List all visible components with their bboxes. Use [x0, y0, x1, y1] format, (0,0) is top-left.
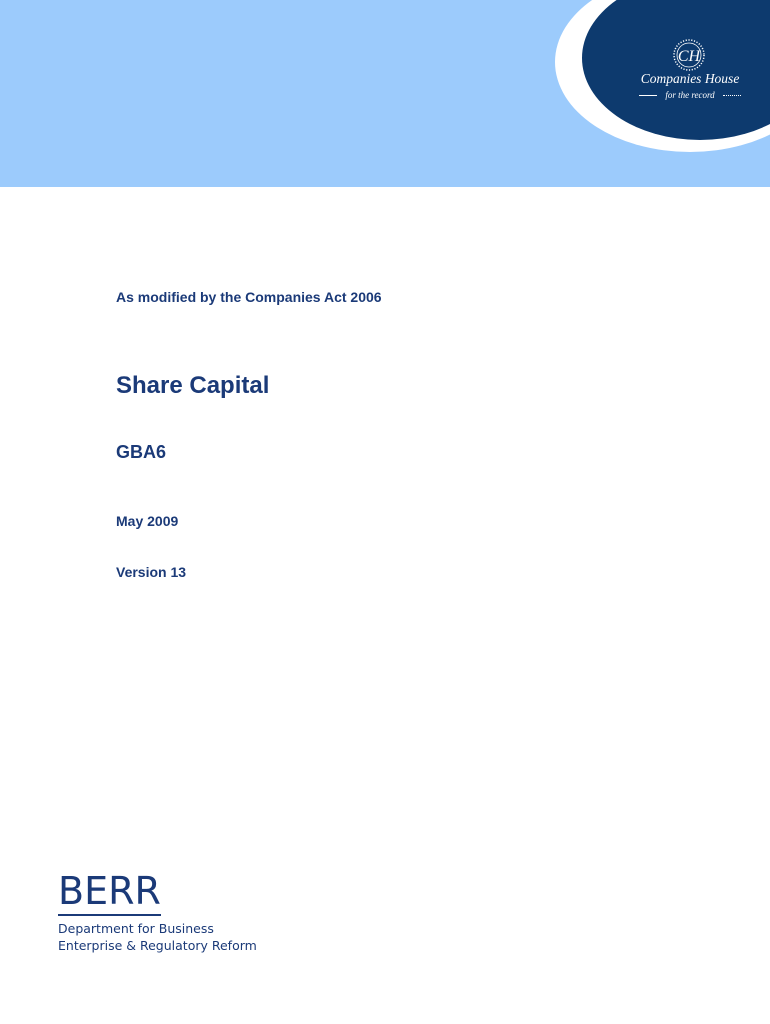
tagline-rule-right: [723, 95, 741, 96]
document-subtitle: As modified by the Companies Act 2006: [116, 289, 382, 305]
berr-department-line1: Department for Business: [58, 921, 214, 936]
document-date: May 2009: [116, 513, 179, 529]
monogram-text: CH: [677, 48, 701, 65]
header-band: [0, 0, 770, 187]
berr-department-line2: Enterprise & Regulatory Reform: [58, 938, 257, 953]
berr-acronym: BERR: [58, 869, 161, 913]
berr-logo: [58, 870, 258, 954]
berr-divider: [58, 914, 161, 916]
document-title: Share Capital: [116, 372, 270, 399]
document-code: GBA6: [116, 442, 167, 462]
document-version: Version 13: [116, 564, 187, 580]
tagline-rule-left: [639, 95, 657, 96]
companies-house-name: Companies House: [640, 71, 740, 86]
companies-house-tagline: [610, 90, 770, 100]
tagline-text: for the record: [665, 90, 715, 100]
